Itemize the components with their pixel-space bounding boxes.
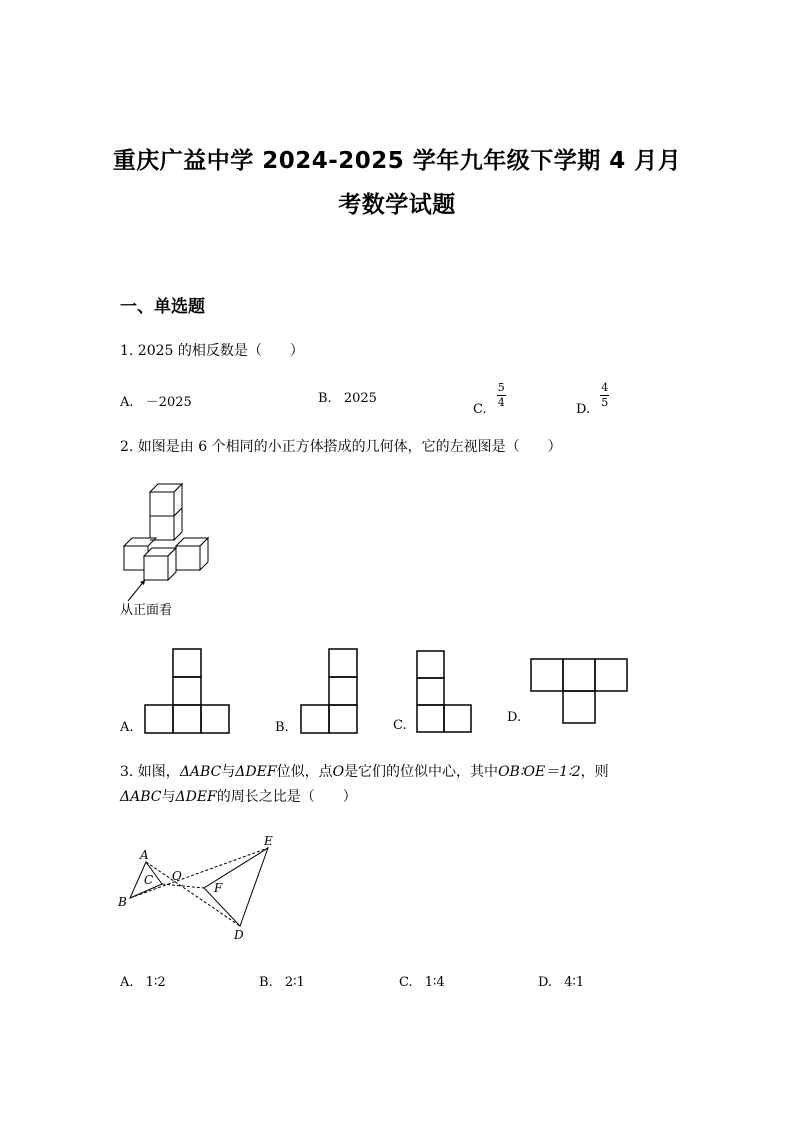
q3-option-a[interactable] [120,975,166,990]
q2-option-c-label[interactable]: C. [393,718,407,733]
q2-option-d-label[interactable]: D. [507,710,522,725]
option-label: B. [318,391,332,406]
option-value: 1∶2 [145,975,166,990]
q2-option-c-figure[interactable] [416,650,472,732]
option-value: 2∶1 [284,975,305,990]
q2-option-b-label[interactable]: B. [275,720,289,735]
q1-option-b[interactable] [318,391,377,406]
homothety-figure [116,832,286,944]
label-d: D [234,928,244,942]
option-value: 1∶4 [424,975,445,990]
stem-text: 的周长之比是（ ） [216,789,357,805]
stem-text: 与 [221,764,236,780]
view-direction-caption: 从正面看 [120,603,173,618]
label-e: E [264,834,273,848]
option-value: －2025 [145,395,192,410]
q2-option-a-label[interactable]: A. [120,720,134,735]
stem-text: 是它们的位似中心，其中 [344,764,499,780]
option-label: A. [120,395,134,410]
fraction [497,382,506,409]
label-o: O [172,869,182,883]
q2-option-b-figure[interactable] [300,648,358,734]
triangle-def: ΔDEF [175,789,217,805]
stem-text: ，则 [580,764,609,780]
question-3-stem-line-1 [120,760,609,784]
q1-option-d[interactable] [576,382,609,417]
option-label: C. [473,402,487,417]
stem-text: 位似，点 [276,764,333,780]
cube-solid-figure [118,476,218,586]
numerator: 4 [601,381,609,394]
label-b: B [118,895,127,909]
option-value: 4∶1 [564,975,585,990]
numerator: 5 [497,381,505,394]
q3-option-b[interactable] [259,975,305,990]
question-1-stem: 1. 2025 的相反数是（ ） [120,343,304,359]
stem-text: 与 [161,789,176,805]
option-label: C. [399,975,413,990]
triangle-abc: ΔABC [179,764,222,780]
ratio-expression: OB∶OE＝1∶2 [498,764,581,780]
q1-option-a[interactable] [120,391,192,410]
q3-option-d[interactable] [538,975,584,990]
denominator: 4 [497,396,505,409]
label-f: F [214,881,223,895]
q1-option-c[interactable] [473,382,506,417]
option-value: 2025 [343,391,377,406]
point-o: O [332,764,345,780]
section-heading: 一、单选题 [120,297,205,317]
question-3-stem-line-2 [120,785,357,809]
q2-option-d-figure[interactable] [530,658,628,724]
doc-title-line-2: 考数学试题 [338,192,456,218]
question-2-stem: 2. 如图是由 6 个相同的小正方体搭成的几何体，它的左视图是（ ） [120,439,562,455]
doc-title-line-1: 重庆广益中学 2024-2025 学年九年级下学期 4 月月 [112,148,682,174]
fraction [600,382,609,409]
q3-option-c[interactable] [399,975,445,990]
label-c: C [144,873,154,887]
triangle-abc: ΔABC [120,789,162,805]
label-a: A [140,848,149,862]
option-label: A. [120,975,134,990]
option-label: B. [259,975,273,990]
q2-option-a-figure[interactable] [144,648,230,734]
option-label: D. [538,975,553,990]
denominator: 5 [601,396,609,409]
triangle-def: ΔDEF [235,764,277,780]
option-label: D. [576,402,591,417]
stem-text: 3. 如图， [120,764,180,780]
